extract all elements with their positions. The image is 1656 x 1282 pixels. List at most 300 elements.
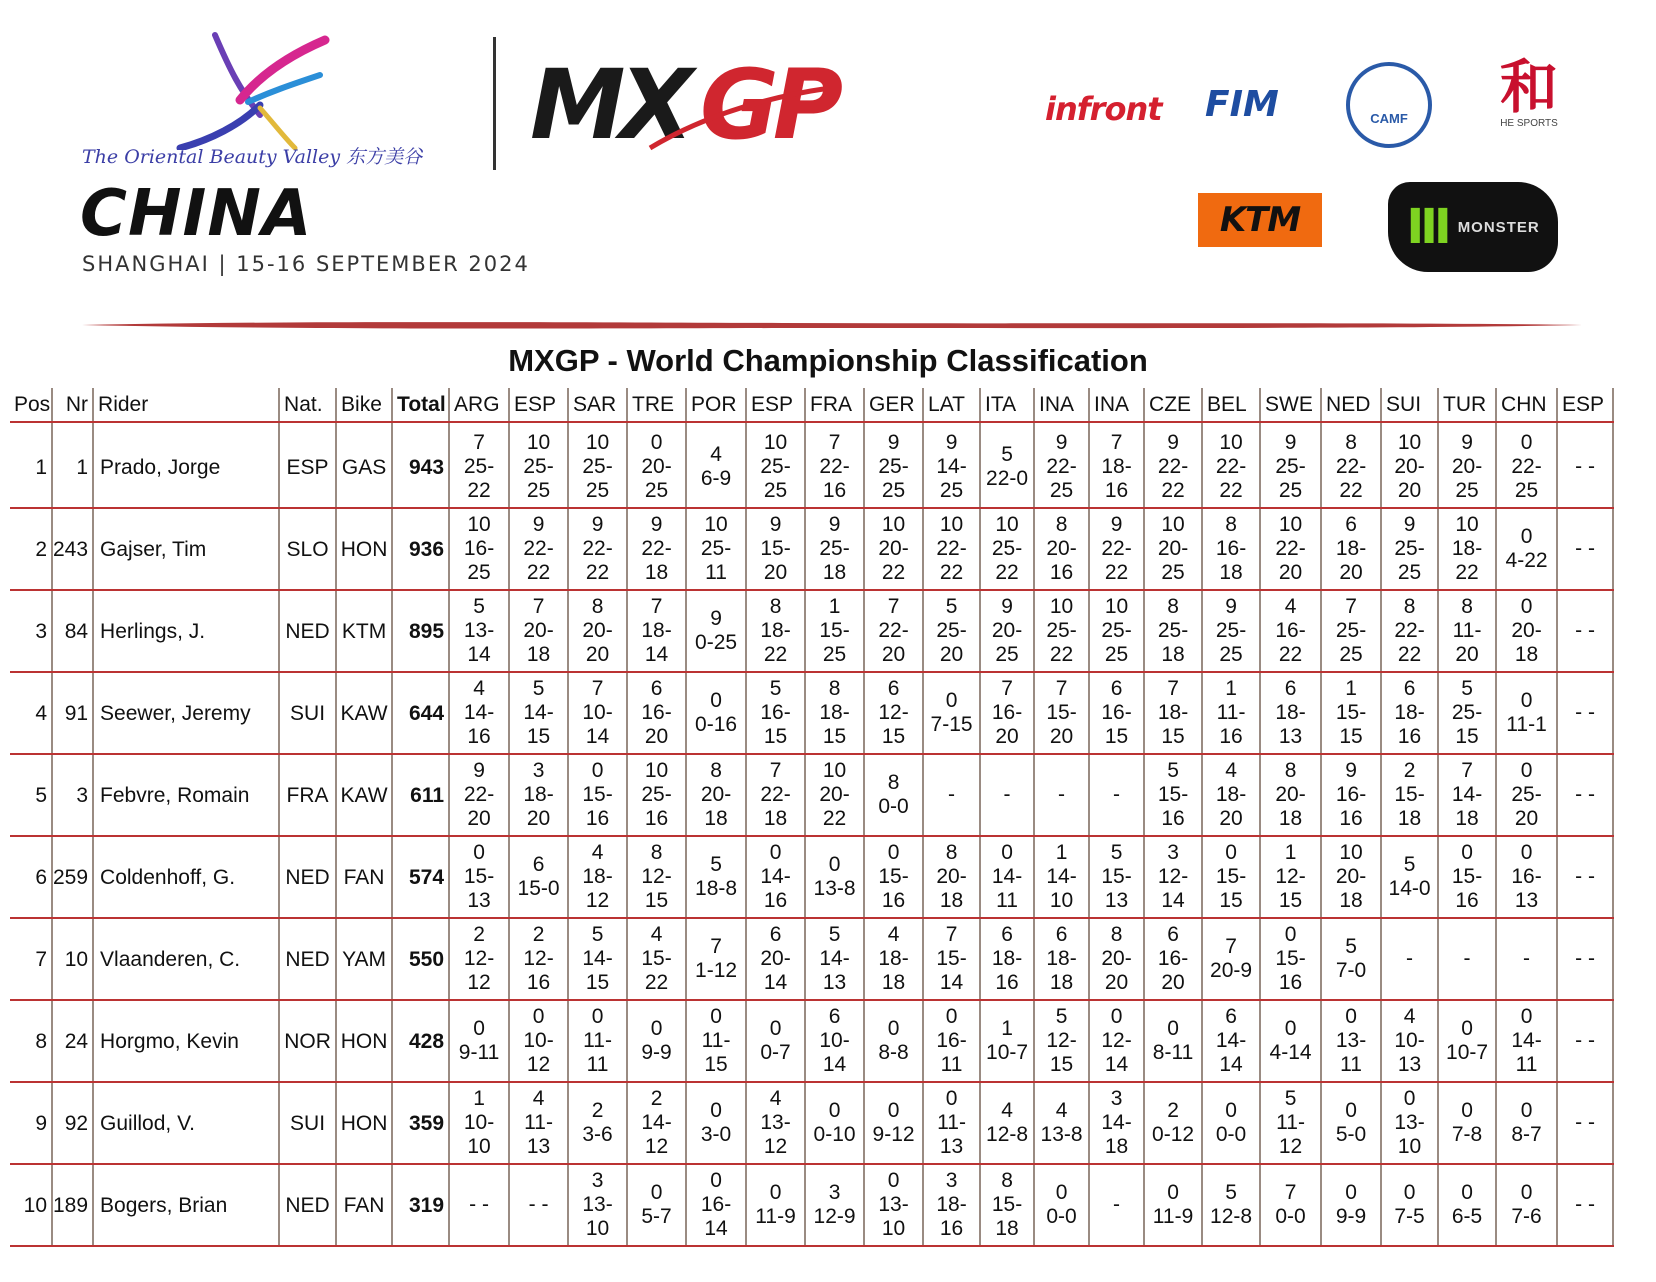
total-points-cell: 574: [392, 836, 449, 918]
race-result-cell: [1260, 508, 1321, 590]
race-result-line: 18-: [1101, 455, 1132, 478]
race-result-line: 22: [1397, 643, 1422, 666]
race-result-line: 3-0: [700, 1123, 732, 1146]
race-result-line: 1: [1001, 1017, 1013, 1040]
race-result-line: 15-: [1101, 865, 1132, 888]
race-result-line: 20: [1219, 807, 1243, 830]
race-result-cell: [1144, 918, 1202, 1000]
race-result-cell: [1438, 508, 1496, 590]
column-header-tur-23: TUR: [1438, 388, 1496, 422]
column-header-arg-6: ARG: [449, 388, 509, 422]
race-result-line: 20-: [1101, 947, 1132, 970]
race-result-line: 10-7: [1446, 1041, 1489, 1064]
race-result-line: 11: [996, 889, 1018, 912]
race-result-line: 18-8: [695, 877, 738, 900]
country-title: CHINA: [80, 177, 313, 251]
race-result-cell: [1260, 590, 1321, 672]
race-result-line: 10: [881, 1217, 906, 1240]
race-result-line: 13-8: [1040, 1123, 1083, 1146]
nationality-cell: SUI: [279, 672, 336, 754]
race-result-line: 6: [769, 923, 782, 946]
race-result-line: 0-0: [1275, 1205, 1306, 1228]
race-result-line: -: [1003, 783, 1011, 806]
race-result-cell: [1438, 427, 1496, 508]
race-result-cell: [923, 508, 980, 590]
race-result-line: 16: [1397, 725, 1422, 748]
rider-number-cell: 189: [52, 1164, 93, 1246]
race-result-line: 20: [1161, 971, 1185, 994]
race-result-line: 11-9: [755, 1205, 796, 1228]
race-result-line: 11-: [701, 1029, 731, 1052]
race-result-line: 15: [1455, 725, 1479, 748]
race-result-line: 22: [822, 807, 847, 830]
bike-cell: FAN: [336, 836, 392, 918]
race-result-line: -: [1113, 1193, 1121, 1216]
race-result-line: 9: [1055, 431, 1068, 454]
race-result-cell: [1496, 590, 1557, 672]
race-result-line: 9: [710, 607, 722, 630]
race-result-cell: [864, 754, 923, 836]
race-result-line: 25: [822, 643, 847, 666]
race-result-line: 20-: [1275, 783, 1306, 806]
race-result-line: 22: [585, 561, 610, 584]
race-result-cell: [746, 1164, 805, 1246]
race-result-cell: [1557, 1164, 1613, 1246]
race-result-line: 13: [467, 889, 491, 912]
race-result-cell: [1034, 427, 1089, 508]
race-result-line: 6: [1403, 677, 1416, 700]
race-result-line: 2: [532, 923, 545, 946]
race-result-line: 18-: [1046, 947, 1077, 970]
event-header: [0, 0, 1656, 340]
race-result-line: 16: [881, 889, 906, 912]
race-result-line: 25: [763, 479, 788, 502]
race-result-cell: [1202, 427, 1260, 508]
race-result-line: 22: [939, 561, 964, 584]
race-result-cell: [1089, 1000, 1144, 1082]
race-result-cell: [980, 1000, 1034, 1082]
race-result-line: 7: [828, 431, 841, 454]
race-result-cell: [1034, 1082, 1089, 1164]
race-result-line: 5: [532, 677, 545, 700]
race-result-cell: [627, 427, 686, 508]
table-header-row: [10, 388, 1613, 422]
position-cell: 7: [10, 918, 52, 1000]
race-result-line: 14-: [760, 865, 791, 888]
column-header-esp-11: ESP: [746, 388, 805, 422]
race-result-line: 8: [945, 841, 958, 864]
race-result-line: 0: [710, 1099, 722, 1122]
race-result-line: 4: [473, 677, 485, 700]
race-result-line: 8: [1167, 595, 1179, 618]
race-result-cell: [1557, 754, 1613, 836]
race-result-line: 11-: [524, 1111, 553, 1134]
race-result-line: 10: [1339, 841, 1363, 864]
race-result-line: 10: [822, 759, 847, 782]
fim-logo: FIM: [1205, 84, 1279, 125]
column-header-sui-22: SUI: [1381, 388, 1438, 422]
race-result-cell: [1496, 918, 1557, 1000]
race-result-line: 5: [1345, 935, 1357, 958]
race-result-line: 18: [763, 807, 788, 830]
race-result-line: 12-: [1046, 1029, 1077, 1052]
bike-cell: KAW: [336, 672, 392, 754]
race-result-line: 20: [763, 561, 788, 584]
race-result-line: 15-: [1394, 783, 1425, 806]
race-result-cell: [1089, 427, 1144, 508]
race-result-line: 6: [1225, 1005, 1237, 1028]
race-result-cell: [1089, 1082, 1144, 1164]
position-cell: 2: [10, 508, 52, 590]
race-result-line: 6: [650, 677, 663, 700]
race-result-line: 8: [1001, 1169, 1013, 1192]
race-result-cell: [1260, 1164, 1321, 1246]
race-result-cell: [1089, 754, 1144, 836]
race-result-line: 0-0: [878, 795, 909, 818]
race-result-line: 25: [1161, 561, 1185, 584]
race-result-cell: [1496, 427, 1557, 508]
race-result-line: 0: [1461, 1181, 1473, 1204]
race-result-line: 11: [705, 561, 727, 584]
race-result-line: 0: [1520, 759, 1533, 782]
race-result-line: 25: [1514, 479, 1539, 502]
race-result-line: 13: [1278, 725, 1303, 748]
race-result-cell: [627, 1000, 686, 1082]
race-result-line: 4: [650, 923, 663, 946]
race-result-line: 12-: [523, 947, 554, 970]
table-row: [10, 836, 1613, 918]
column-header-fra-12: FRA: [805, 388, 864, 422]
race-result-line: 0: [1520, 525, 1533, 548]
race-result-cell: [1034, 672, 1089, 754]
race-result-line: 20-: [1451, 455, 1483, 478]
race-result-cell: [864, 1164, 923, 1246]
table-row: [10, 1000, 1613, 1082]
race-result-line: 4: [887, 923, 900, 946]
race-result-line: 0: [710, 689, 722, 712]
race-result-line: - -: [1575, 1029, 1595, 1052]
rider-name-cell: Coldenhoff, G.: [93, 836, 279, 918]
race-result-line: 25-: [582, 455, 613, 478]
position-cell: 10: [10, 1164, 52, 1246]
race-result-line: 18-: [1451, 537, 1483, 560]
race-result-line: 0: [1520, 1005, 1533, 1028]
race-result-line: 1: [1225, 677, 1237, 700]
race-result-line: - -: [528, 1193, 549, 1216]
race-result-line: 6: [532, 853, 545, 876]
race-result-cell: [1557, 427, 1613, 508]
race-result-cell: [864, 508, 923, 590]
race-result-cell: [1089, 836, 1144, 918]
race-result-line: 5: [1225, 1181, 1237, 1204]
race-result-line: 22: [1104, 561, 1129, 584]
race-result-cell: [1202, 672, 1260, 754]
race-result-line: 25: [1455, 479, 1479, 502]
race-result-line: 25: [1397, 561, 1422, 584]
race-result-line: 3: [828, 1181, 841, 1204]
race-result-line: 16: [467, 725, 491, 748]
race-result-line: 22: [1339, 479, 1363, 502]
race-result-line: 16: [526, 971, 551, 994]
race-result-line: 14: [1219, 1053, 1243, 1076]
rider-name-cell: Febvre, Romain: [93, 754, 279, 836]
column-header-pos-0: Pos: [10, 388, 52, 422]
race-result-cell: [1089, 918, 1144, 1000]
race-result-line: 13: [939, 1135, 964, 1158]
race-result-cell: [805, 508, 864, 590]
race-result-line: 7: [1225, 935, 1237, 958]
race-result-line: - -: [1575, 865, 1595, 888]
race-result-line: 25-: [1511, 783, 1542, 806]
race-result-line: 5: [1167, 759, 1179, 782]
race-result-line: 13-: [1335, 1029, 1367, 1052]
race-result-line: 9: [650, 513, 663, 536]
race-result-cell: [980, 427, 1034, 508]
race-result-cell: [627, 836, 686, 918]
race-result-cell: [864, 1000, 923, 1082]
race-result-line: 10: [939, 513, 964, 536]
race-result-line: 8: [1284, 759, 1297, 782]
race-result-line: 25-: [1101, 619, 1132, 642]
race-result-cell: [509, 508, 568, 590]
race-result-line: 13-: [760, 1111, 791, 1134]
column-header-swe-20: SWE: [1260, 388, 1321, 422]
race-result-line: 15: [1219, 889, 1243, 912]
race-result-line: 7-0: [1335, 959, 1367, 982]
position-cell: 3: [10, 590, 52, 672]
race-result-line: 13-: [463, 619, 495, 642]
race-result-line: 25: [1278, 479, 1303, 502]
column-header-ina-16: INA: [1034, 388, 1089, 422]
race-result-line: 7-8: [1451, 1123, 1483, 1146]
race-result-line: 18-: [936, 1193, 967, 1216]
race-result-cell: [627, 1082, 686, 1164]
race-result-line: 14: [939, 971, 964, 994]
race-result-line: 25: [467, 561, 491, 584]
race-result-cell: [1034, 1000, 1089, 1082]
race-result-line: 20-: [819, 783, 850, 806]
race-result-cell: [627, 754, 686, 836]
race-result-line: 7: [887, 595, 900, 618]
race-result-cell: [746, 1082, 805, 1164]
event-dateline: SHANGHAI | 15-16 SEPTEMBER 2024: [82, 252, 530, 276]
race-result-line: 0-25: [695, 631, 738, 654]
race-result-line: 5: [1461, 677, 1473, 700]
table-row: [10, 1164, 1613, 1246]
mxgp-logo-icon: [530, 58, 910, 158]
race-result-line: 10-: [819, 1029, 850, 1052]
race-result-cell: [923, 1082, 980, 1164]
race-result-line: 18-: [523, 783, 554, 806]
race-result-line: 20-: [1511, 619, 1542, 642]
race-result-line: 12: [467, 971, 491, 994]
race-result-cell: [568, 590, 627, 672]
oriental-beauty-valley-logo: [80, 30, 470, 180]
race-result-cell: [1381, 1164, 1438, 1246]
race-result-line: 15: [1049, 1053, 1074, 1076]
race-result-line: 18: [1278, 807, 1303, 830]
race-result-line: 5: [710, 853, 722, 876]
race-result-line: 20-: [991, 619, 1023, 642]
race-result-line: 7: [1345, 595, 1357, 618]
race-result-cell: [1089, 1164, 1144, 1246]
race-result-line: 16-: [1275, 619, 1306, 642]
race-result-line: 15: [1339, 725, 1363, 748]
race-result-cell: [923, 836, 980, 918]
race-result-line: 0: [591, 759, 604, 782]
race-result-line: 10: [704, 513, 728, 536]
he-sports-logo: [1494, 53, 1564, 158]
race-result-line: 22-: [760, 783, 791, 806]
race-result-line: 22: [1278, 643, 1303, 666]
race-result-line: - -: [1575, 619, 1595, 642]
race-result-cell: [980, 754, 1034, 836]
race-result-line: 1: [1284, 841, 1297, 864]
race-result-cell: [449, 1082, 509, 1164]
bike-cell: HON: [336, 1082, 392, 1164]
race-result-line: 20-: [582, 619, 613, 642]
race-result-line: 3: [532, 759, 545, 782]
race-result-cell: [923, 1164, 980, 1246]
race-result-line: 14: [467, 643, 491, 666]
he-glyph: 和: [1499, 53, 1558, 121]
race-result-cell: [1381, 427, 1438, 508]
race-result-line: 11-: [937, 1111, 966, 1134]
race-result-line: 10: [881, 513, 906, 536]
race-result-line: 9-11: [458, 1041, 500, 1064]
race-result-line: 22-: [936, 537, 967, 560]
he-sports-label: HE SPORTS: [1500, 118, 1558, 129]
race-result-line: 18: [1161, 643, 1185, 666]
race-result-line: 25-: [991, 537, 1023, 560]
race-result-line: - -: [1575, 455, 1595, 478]
race-result-line: - -: [1575, 947, 1595, 970]
race-result-line: 20-: [700, 783, 732, 806]
race-result-cell: [686, 836, 746, 918]
race-result-line: 22: [644, 971, 669, 994]
race-result-cell: [1202, 918, 1260, 1000]
race-result-line: 25: [1049, 479, 1074, 502]
rider-name-cell: Guillod, V.: [93, 1082, 279, 1164]
race-result-line: 4: [1403, 1005, 1416, 1028]
race-result-line: 10: [1455, 513, 1479, 536]
race-result-cell: [1496, 1000, 1557, 1082]
race-result-line: 12-8: [1210, 1205, 1253, 1228]
race-result-line: 16: [644, 807, 669, 830]
race-result-cell: [864, 590, 923, 672]
race-result-cell: [923, 672, 980, 754]
race-result-line: 25: [1104, 643, 1129, 666]
total-points-cell: 895: [392, 590, 449, 672]
column-header-ina-17: INA: [1089, 388, 1144, 422]
race-result-line: 10: [467, 1135, 491, 1158]
race-result-line: 10-: [463, 1111, 495, 1134]
race-result-line: 18-: [991, 947, 1023, 970]
race-result-line: 6: [1345, 513, 1357, 536]
race-result-cell: [627, 590, 686, 672]
race-result-line: 20-: [1335, 865, 1367, 888]
race-result-cell: [1557, 672, 1613, 754]
race-result-line: 15-: [582, 783, 613, 806]
nationality-cell: NED: [279, 1164, 336, 1246]
monster-claw-icon: Ⅲ: [1406, 199, 1452, 255]
race-result-cell: [805, 918, 864, 1000]
column-header-por-10: POR: [686, 388, 746, 422]
race-result-line: 4: [1001, 1099, 1013, 1122]
race-result-line: 18: [995, 1217, 1019, 1240]
race-result-line: 15-: [1157, 783, 1189, 806]
bike-cell: GAS: [336, 427, 392, 508]
race-result-line: 14-: [1215, 1029, 1247, 1052]
race-result-line: 0: [1055, 1181, 1068, 1204]
race-result-line: 25-: [819, 537, 850, 560]
race-result-cell: [509, 1082, 568, 1164]
race-result-cell: [1202, 508, 1260, 590]
race-result-cell: [1557, 590, 1613, 672]
race-result-line: 16: [822, 479, 847, 502]
race-result-line: 0: [1167, 1017, 1179, 1040]
race-result-cell: [1557, 918, 1613, 1000]
race-result-line: 7-5: [1394, 1205, 1425, 1228]
race-result-cell: [1260, 427, 1321, 508]
race-result-line: 18: [1339, 889, 1363, 912]
race-result-line: 25: [881, 479, 906, 502]
race-result-cell: [449, 590, 509, 672]
race-result-line: 14-: [582, 947, 613, 970]
race-result-line: 13: [1104, 889, 1129, 912]
race-result-line: 10: [467, 513, 491, 536]
race-result-line: 12-: [1157, 865, 1189, 888]
race-result-cell: [509, 672, 568, 754]
race-result-line: 14-: [463, 701, 495, 724]
camf-logo: [1346, 62, 1432, 148]
race-result-line: 25: [1339, 643, 1363, 666]
race-result-line: - -: [1575, 701, 1595, 724]
race-result-line: 7: [945, 923, 958, 946]
column-header-bike-4: Bike: [336, 388, 392, 422]
race-result-cell: [805, 1000, 864, 1082]
race-result-line: 12: [644, 1135, 669, 1158]
race-result-line: 14: [644, 643, 669, 666]
brush-stroke-divider: [82, 320, 1582, 330]
race-result-cell: [1321, 427, 1381, 508]
race-result-cell: [1089, 590, 1144, 672]
race-result-cell: [686, 754, 746, 836]
race-result-line: 0: [1225, 841, 1237, 864]
race-result-line: 9-12: [872, 1123, 915, 1146]
race-result-line: 12: [585, 889, 610, 912]
race-result-line: 4-22: [1505, 549, 1548, 572]
race-result-cell: [980, 918, 1034, 1000]
race-result-line: 20-: [1157, 537, 1189, 560]
race-result-line: 7-6: [1511, 1205, 1542, 1228]
race-result-cell: [1260, 754, 1321, 836]
race-result-cell: [805, 672, 864, 754]
race-result-line: 16-: [1215, 537, 1247, 560]
table-row: [10, 508, 1613, 590]
race-result-cell: [1089, 672, 1144, 754]
race-result-line: 15: [1278, 889, 1303, 912]
column-header-total-5: Total: [392, 388, 449, 422]
total-points-cell: 611: [392, 754, 449, 836]
race-result-line: 20: [644, 725, 669, 748]
race-result-cell: [627, 1164, 686, 1246]
race-result-line: 0: [650, 431, 663, 454]
column-header-tre-9: TRE: [627, 388, 686, 422]
race-result-cell: [449, 754, 509, 836]
header-divider: [493, 37, 496, 170]
race-result-cell: [1496, 508, 1557, 590]
